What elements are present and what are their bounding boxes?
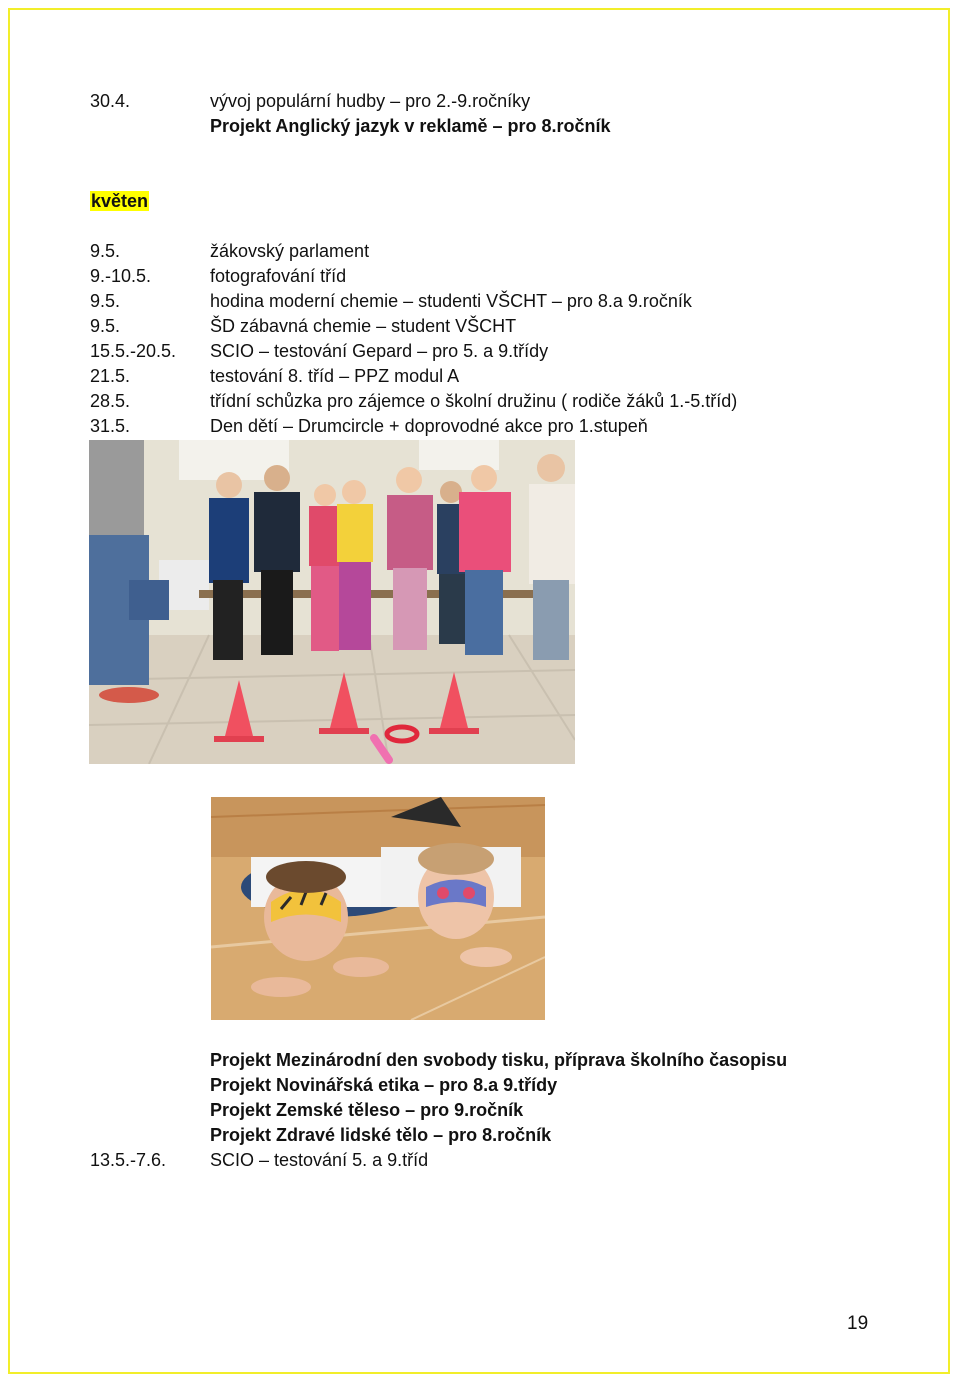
intro-date-1: 30.4.	[90, 91, 131, 111]
project-text: Projekt Zdravé lidské tělo – pro 8.ročník	[210, 1125, 552, 1145]
photo-children-cones-icon	[89, 440, 575, 764]
event-text: fotografování tříd	[210, 266, 347, 286]
event-text: žákovský parlament	[210, 241, 370, 261]
month-heading	[90, 190, 149, 212]
event-date: 28.5.	[90, 391, 131, 411]
event-text: ŠD zábavná chemie – student VŠCHT	[210, 316, 517, 336]
project-text: SCIO – testování 5. a 9.tříd	[210, 1150, 429, 1170]
event-date: 9.-10.5.	[90, 266, 152, 286]
event-text: testování 8. tříd – PPZ modul A	[210, 366, 460, 386]
project-text: Projekt Zemské těleso – pro 9.ročník	[210, 1100, 524, 1120]
project-date: 13.5.-7.6.	[90, 1150, 167, 1170]
event-date: 9.5.	[90, 291, 121, 311]
intro-text-1: vývoj populární hudby – pro 2.-9.ročníky	[210, 91, 531, 111]
event-text: Den dětí – Drumcircle + doprovodné akce pro 1.stupeň	[210, 416, 648, 436]
event-date: 21.5.	[90, 366, 131, 386]
event-text: SCIO – testování Gepard – pro 5. a 9.třídy	[210, 341, 549, 361]
photo-children-cones	[89, 440, 575, 764]
event-text: třídní schůzka pro zájemce o školní družinu ( rodiče žáků 1.-5.tříd)	[210, 391, 738, 411]
event-date: 9.5.	[90, 316, 121, 336]
photo-face-paint	[211, 797, 545, 1020]
page-number: 19	[847, 1313, 869, 1334]
photo-face-paint-icon	[211, 797, 545, 1020]
project-text: Projekt Mezinárodní den svobody tisku, příprava školního časopisu	[210, 1050, 788, 1070]
month-label: květen	[91, 191, 149, 211]
event-date: 31.5.	[90, 416, 131, 436]
project-text: Projekt Novinářská etika – pro 8.a 9.třídy	[210, 1075, 558, 1095]
event-date: 15.5.-20.5.	[90, 341, 177, 361]
event-text: hodina moderní chemie – studenti VŠCHT – pro 8.a 9.ročník	[210, 291, 692, 311]
event-date: 9.5.	[90, 241, 121, 261]
intro-text-2: Projekt Anglický jazyk v reklamě – pro 8.ročník	[210, 116, 611, 136]
